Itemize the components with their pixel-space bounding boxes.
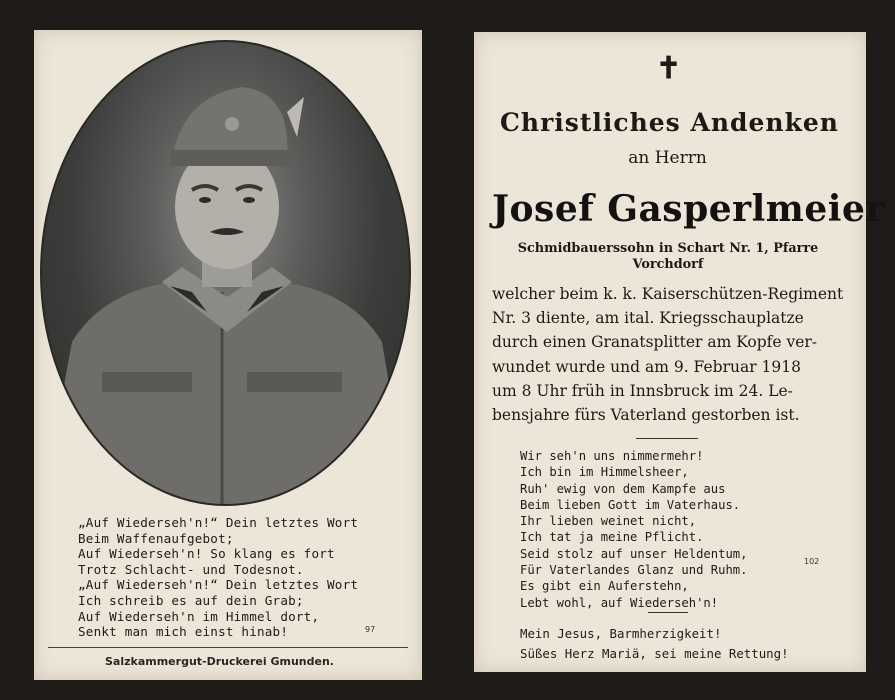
left-poem	[78, 515, 398, 640]
poem-line: Senkt man mich einst hinab!	[78, 624, 289, 640]
poem-line: Auf Wiederseh'n! So klang es fort	[78, 546, 335, 562]
poem-line: „Auf Wiederseh'n!“ Dein letztes Wort	[78, 515, 359, 530]
poem-line: Ruh' ewig von dem Kampfe aus	[520, 481, 726, 496]
poem-line: Es gibt ein Auferstehn,	[520, 579, 689, 594]
poem-line: „Auf Wiederseh'n!“ Dein letztes Wort	[78, 577, 359, 593]
poem-number: 97	[365, 625, 376, 634]
poem-line: Ihr lieben weinet nicht,	[520, 514, 697, 529]
origin-line: Schmidbauerssohn in Schart Nr. 1, Pfarre Vorchdorf	[517, 241, 819, 272]
soldier-portrait-photo	[40, 40, 411, 506]
right-poem	[520, 448, 840, 611]
card-heading: Christliches Andenken	[500, 108, 839, 137]
printer-imprint: Salzkammergut-Druckerei Gmunden.	[105, 655, 334, 668]
body-line: bensjahre fürs Vaterland gestorben ist.	[492, 406, 800, 425]
poem-line: Ich schreib es auf dein Grab;	[78, 592, 304, 608]
divider	[648, 612, 688, 613]
poem-line: Beim Waffenaufgebot;	[78, 530, 234, 546]
poem-line: Wir seh'n uns nimmermehr!	[520, 449, 704, 463]
prayer-line: Mein Jesus, Barmherzigkeit!	[520, 626, 722, 641]
poem-line: Ich bin im Himmelsheer,	[520, 465, 689, 480]
closing-prayer	[520, 624, 840, 664]
poem-line: Für Vaterlandes Glanz und Ruhm.	[520, 563, 748, 578]
soldier-silhouette-icon	[42, 42, 409, 504]
prayer-line: Süßes Herz Mariä, sei meine Rettung!	[520, 646, 789, 661]
divider	[48, 647, 408, 648]
poem-line: Lebt wohl, auf Wiederseh'n!	[520, 595, 719, 610]
body-line: welcher beim k. k. Kaiserschützen-Regiment	[492, 285, 844, 303]
poem-line: Trotz Schlacht- und Todesnot.	[78, 561, 304, 577]
body-line: wundet wurde und am 9. Februar 1918	[492, 357, 801, 376]
poem-line: Beim lieben Gott im Vaterhaus.	[520, 497, 741, 512]
body-line: Nr. 3 diente, am ital. Kriegsschauplatze	[492, 309, 804, 328]
poem-number: 102	[804, 557, 820, 566]
body-line: um 8 Uhr früh in Innsbruck im 24. Le-	[492, 381, 793, 400]
poem-line: Seid stolz auf unser Heldentum,	[520, 546, 748, 561]
body-line: durch einen Granatsplitter am Kopfe ver-	[492, 333, 818, 352]
deceased-name: Josef Gasperlmeier	[492, 188, 885, 230]
biography-text	[492, 282, 852, 427]
divider	[636, 438, 698, 439]
cross-icon: ✝	[656, 51, 682, 86]
poem-line: Auf Wiederseh'n im Himmel dort,	[78, 608, 320, 624]
salutation: an Herrn	[628, 148, 707, 168]
poem-line: Ich tat ja meine Pflicht.	[520, 530, 704, 545]
